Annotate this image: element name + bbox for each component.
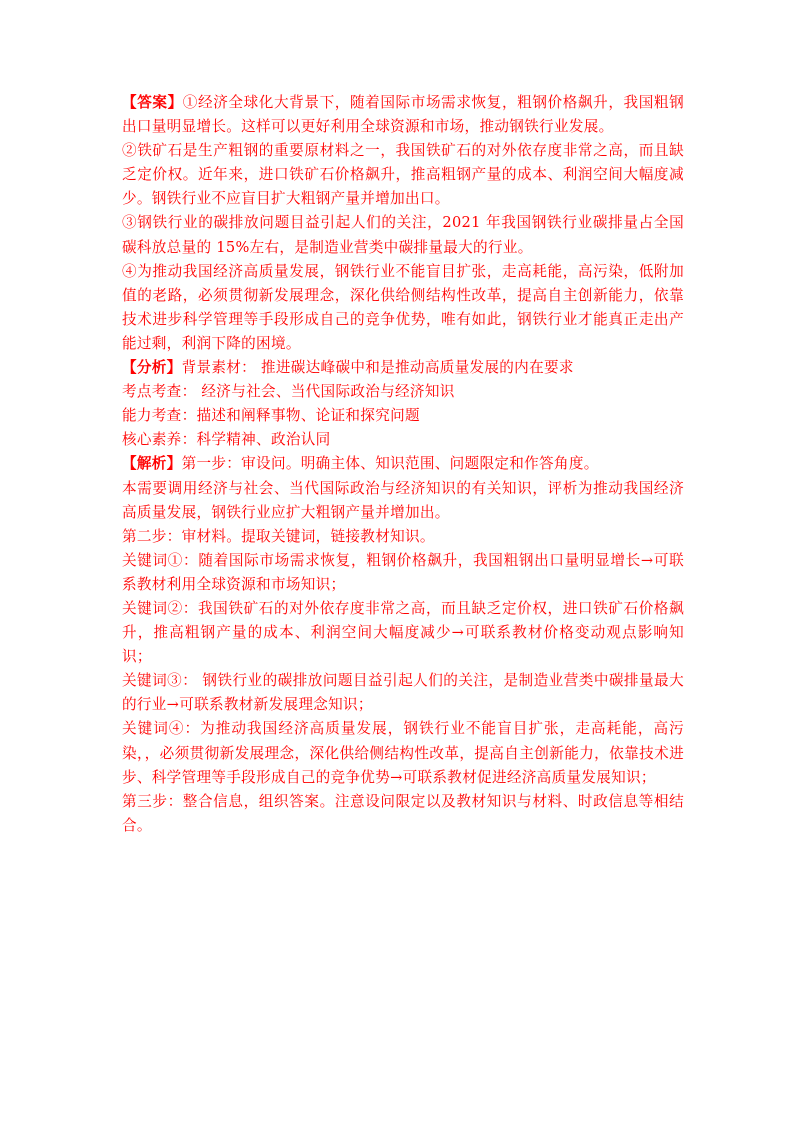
keyword-4: 关键词④：为推动我国经济高质量发展，钢铁行业不能盲目扩张，走高耗能，高污染，，必须贯彻新发展理念，深化供给侧结构性改革，提高自主创新能力，依靠技术进步、科学管理等手段形成自己的竞争优势→可联系教材促进经济高质量发展知识； [122, 720, 684, 786]
analysis-paragraph [122, 356, 684, 380]
answer-paragraph-4: ④为推动我国经济高质量发展，钢铁行业不能盲目扩张，走高耗能，高污染，低附加值的老路，必须贯彻新发展理念，深化供给侧结构性改革，提高自主创新能力，依靠技术进步科学管理等手段形成自己的竞争优势，唯有如此，钢铁行业才能真正走出产能过剩，利润下降的困境。 [122, 262, 684, 352]
keyword-1: 关键词①：随着国际市场需求恢复，粗钢价格飙升，我国粗钢出口量明显增长→可联系教材利用全球资源和市场知识； [122, 551, 684, 593]
document-body [122, 91, 684, 838]
analysis-text: 背景素材： 推进碳达峰碳中和是推动高质量发展的内在要求 [181, 359, 574, 377]
explain-tag: 【解析】 [122, 455, 182, 473]
step3-line: 第三步：整合信息，组织答案。注意设问限定以及教材知识与材料、时政信息等相结合。 [122, 792, 684, 834]
answer-paragraph-2: ②铁矿石是生产粗钢的重要原材料之一，我国铁矿石的对外依存度非常之高，而且缺乏定价权。近年来，进口铁矿石价格飙升，推高粗钢产量的成本、利润空间大幅度减少。钢铁行业不应盲目扩大粗钢产量并增加出口。 [122, 142, 684, 208]
exam-point-line: 考点考查： 经济与社会、当代国际政治与经济知识 [122, 383, 455, 401]
step2-line: 第二步：审材料。提取关键词，链接教材知识。 [122, 527, 435, 545]
explain-paragraph [122, 452, 684, 476]
analysis-tag: 【分析】 [122, 359, 182, 377]
answer-tag: 【答案】 [122, 94, 183, 111]
answer-paragraph-1 [122, 91, 684, 139]
literacy-line: 核心素养：科学精神、政治认同 [122, 431, 331, 449]
answer-text-1: ①经济全球化大背景下，随着国际市场需求恢复，粗钢价格飙升，我国粗钢出口量明显增长。这样可以更好利用全球资源和市场，推动钢铁行业发展。 [122, 94, 685, 136]
keyword-3: 关键词③： 钢铁行业的碳排放问题目益引起人们的关注，是制造业营类中碳排量最大的行业→可联系教材新发展理念知识； [122, 672, 684, 714]
keyword-2: 关键词②：我国铁矿石的对外依存度非常之高，而且缺乏定价权，进口铁矿石价格飙升，推高粗钢产量的成本、利润空间大幅度减少→可联系教材价格变动观点影响知识； [122, 599, 684, 666]
ability-line: 能力考查：描述和阐释事物、论证和探究问题 [122, 407, 420, 425]
explain-step1-body: 本需要调用经济与社会、当代国际政治与经济知识的有关知识，评析为推动我国经济高质量发展，钢铁行业应扩大粗钢产量并增加出。 [122, 479, 684, 521]
answer-paragraph-3: ③钢铁行业的碳排放问题目益引起人们的关注，2021 年我国钢铁行业碳排量占全国碳科放总量的 15%左右，是制造业营类中碳排量最大的行业。 [122, 214, 684, 256]
explain-step1: 第一步：审设问。明确主体、知识范围、问题限定和作答角度。 [181, 455, 599, 473]
